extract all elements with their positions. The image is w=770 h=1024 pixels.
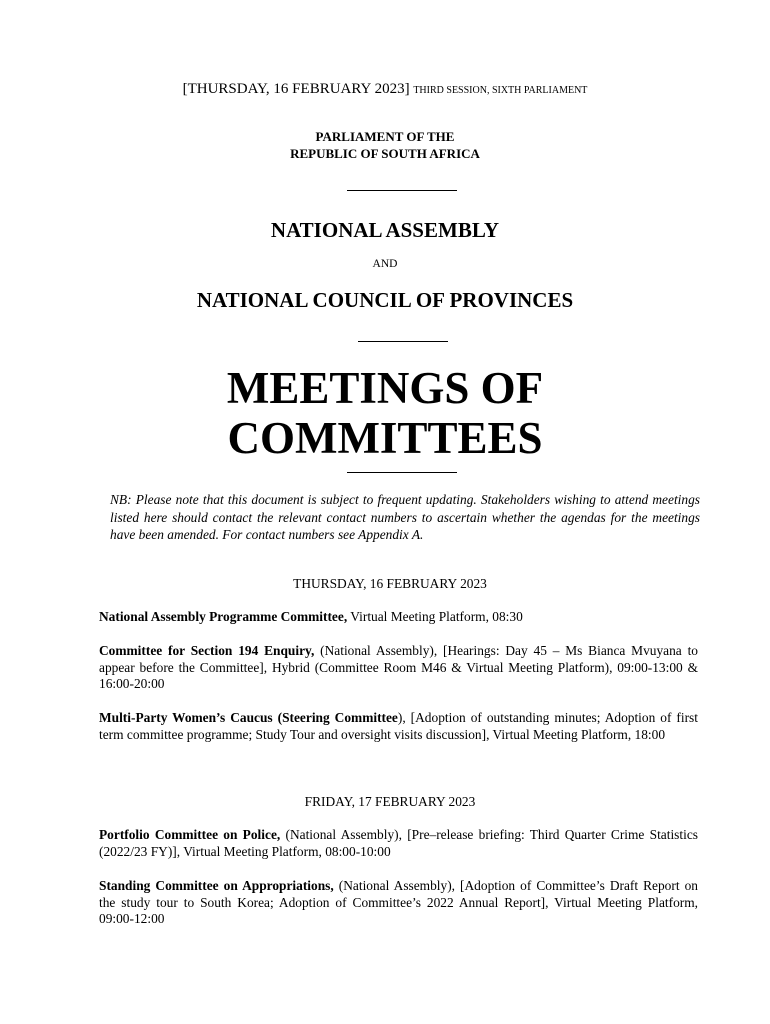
meeting-details: (National Assembly), [Adoption of Committee’s Draft Report on the study tour to South Korea; Adoption of Committee’s 2022 Annual Report], Virtual Meeting Platform, 09:00-12:00 xyxy=(99,878,698,926)
update-notice: NB: Please note that this document is subject to frequent updating. Stakeholders wishing to attend meetings listed here should contact the relevant contact numbers to ascertain whether the agendas for the meetings have been amended. For contact numbers see Appendix A. xyxy=(110,492,700,542)
parliament-line-2: REPUBLIC OF SOUTH AFRICA xyxy=(290,146,480,161)
meeting-entry xyxy=(99,643,698,693)
meeting-details: ), [Adoption of outstanding minutes; Adoption of first term committee programme; Study Tour and oversight visits discussion], Virtual Meeting Platform, 18:00 xyxy=(99,710,698,742)
parliament-line-1: PARLIAMENT OF THE xyxy=(315,129,455,144)
and-text: AND xyxy=(372,258,398,270)
ncop-heading: NATIONAL COUNCIL OF PROVINCES xyxy=(196,288,574,312)
divider xyxy=(347,472,457,473)
committee-name: Standing Committee on Appropriations, xyxy=(99,878,334,893)
header-date: [THURSDAY, 16 FEBRUARY 2023] xyxy=(182,81,410,97)
committee-name: National Assembly Programme Committee, xyxy=(99,609,348,624)
document-title-line-1: MEETINGS OF xyxy=(226,363,544,413)
meeting-entry xyxy=(99,878,698,928)
meeting-entry xyxy=(99,827,698,860)
meeting-details: Virtual Meeting Platform, 08:30 xyxy=(347,609,523,624)
meeting-entry xyxy=(99,710,698,743)
national-assembly-heading: NATIONAL ASSEMBLY xyxy=(270,218,500,242)
meeting-details: (National Assembly), [Pre–release briefing: Third Quarter Crime Statistics (2022/23 FY)], Virtual Meeting Platform, 08:00-10:00 xyxy=(99,827,698,859)
committee-name: Portfolio Committee on Police, xyxy=(99,827,281,842)
day-heading: THURSDAY, 16 FEBRUARY 2023 xyxy=(293,576,487,591)
divider xyxy=(347,190,457,191)
header-line xyxy=(0,81,770,98)
committee-name: Multi-Party Women’s Caucus (Steering Committee xyxy=(99,710,398,725)
document-title-line-2: COMMITTEES xyxy=(227,413,543,463)
meeting-entry xyxy=(99,609,698,626)
committee-name: Committee for Section 194 Enquiry, xyxy=(99,643,315,658)
meeting-details: (National Assembly), [Hearings: Day 45 – Ms Bianca Mvuyana to appear before the Committee], Hybrid (Committee Room M46 & Virtual Meeting Platform), 09:00-13:00 & 16:00-20:00 xyxy=(99,643,698,691)
header-session: THIRD SESSION, SIXTH PARLIAMENT xyxy=(413,85,588,96)
day-heading: FRIDAY, 17 FEBRUARY 2023 xyxy=(304,794,476,809)
divider xyxy=(358,341,448,342)
